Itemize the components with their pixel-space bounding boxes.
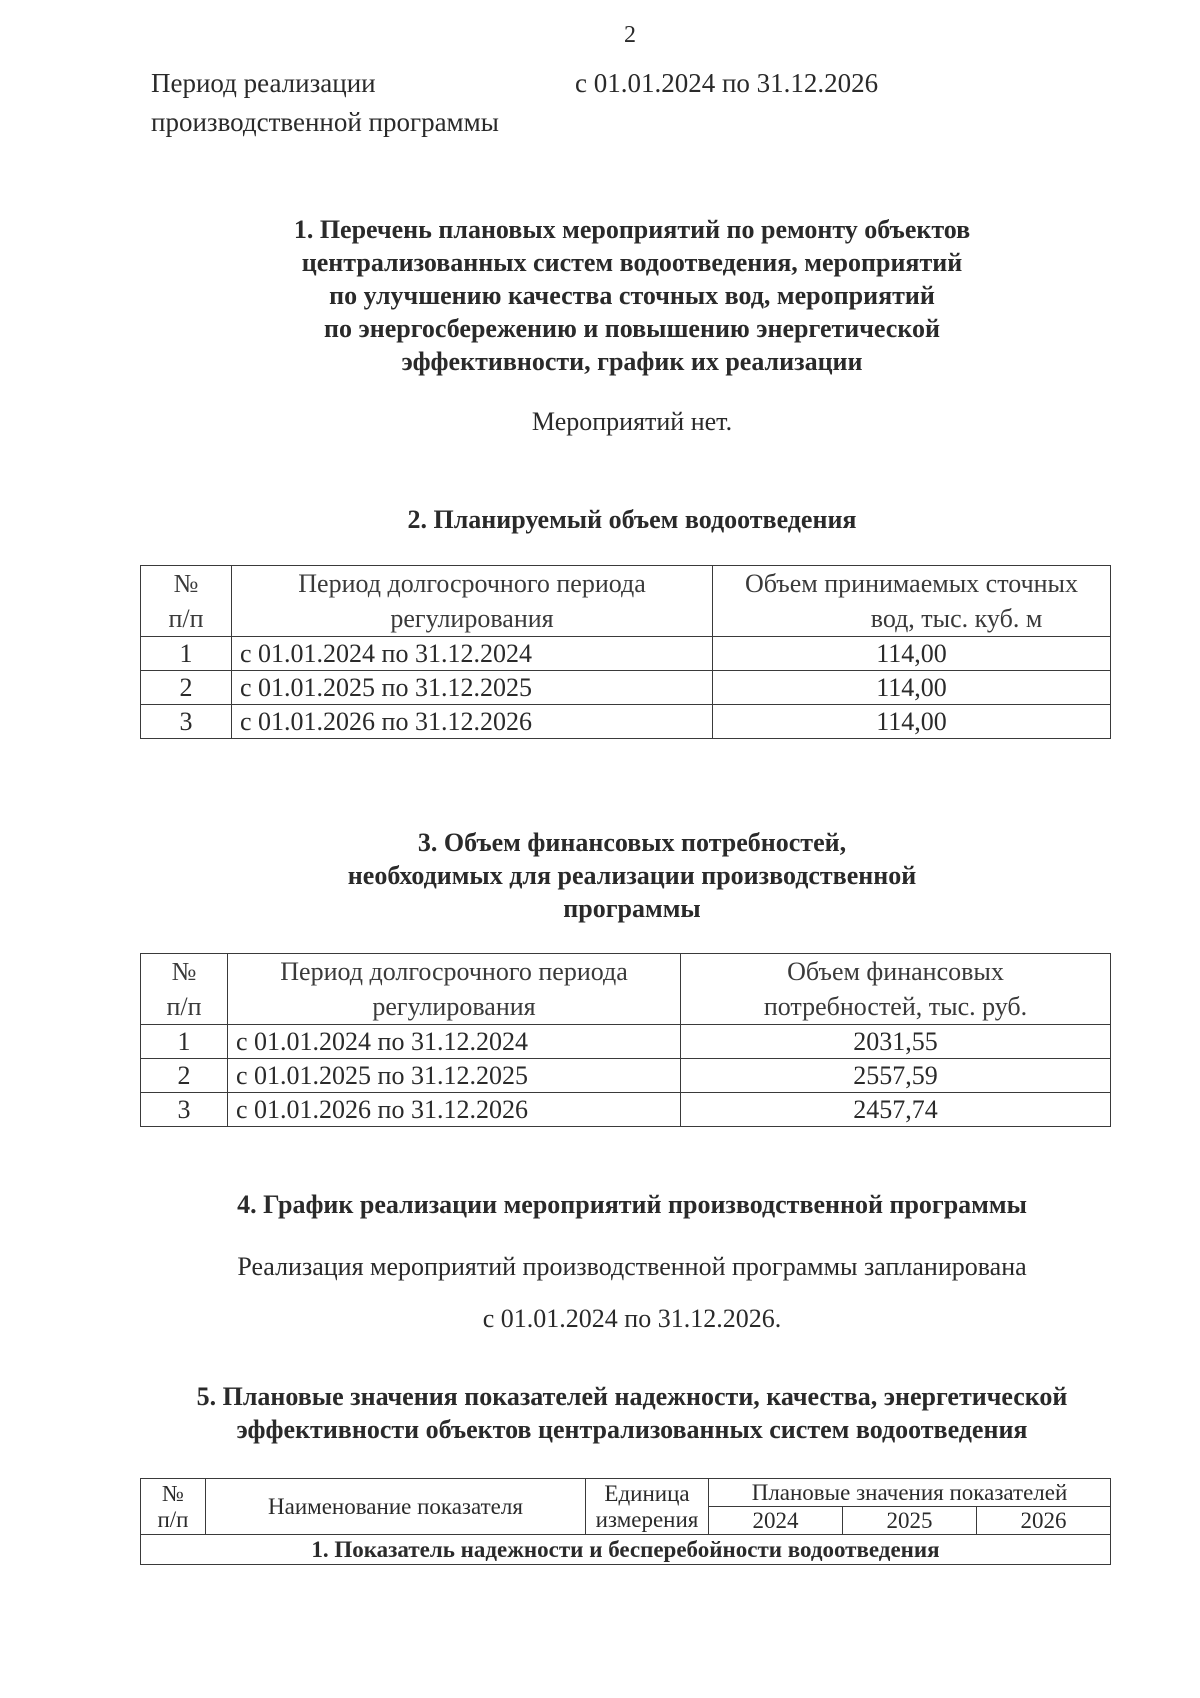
section3-title-line: 3. Объем финансовых потребностей,: [417, 828, 847, 857]
section3-title: [140, 826, 1124, 925]
row-period: с 01.01.2024 по 31.12.2024: [228, 1025, 681, 1059]
header-value: [713, 566, 1111, 637]
water-disposal-table: [140, 565, 1111, 739]
table-header-row: [141, 1479, 1111, 1507]
header-num-line1: №: [162, 1480, 184, 1506]
header-value: [681, 954, 1111, 1025]
header-num-line1: №: [171, 957, 197, 986]
row-num: 1: [141, 637, 232, 671]
header-value-line2: потребностей, тыс. руб.: [763, 992, 1028, 1021]
header-period-line2: регулирования: [390, 604, 554, 633]
section5-title: [140, 1380, 1124, 1446]
section1-title-line: эффективности, график их реализации: [401, 347, 863, 376]
section1-title-line: по энергосбережению и повышению энергетической: [324, 314, 940, 343]
table-row: [141, 637, 1111, 671]
table-header-row: [141, 954, 1111, 1025]
table-row: [141, 1093, 1111, 1127]
section-subheader: 1. Показатель надежности и бесперебойности водоотведения: [141, 1535, 1111, 1565]
section4-text-line2: с 01.01.2024 по 31.12.2026.: [482, 1304, 782, 1333]
section1-text: Мероприятий нет.: [531, 407, 733, 436]
section5-title-line2: эффективности объектов централизованных систем водоотведения: [236, 1415, 1028, 1444]
header-num: [141, 954, 228, 1025]
period-label-line2: производственной программы: [151, 107, 499, 137]
row-num: 2: [141, 671, 232, 705]
period-label-line1: Период реализации: [151, 68, 376, 98]
table-header-row: [141, 566, 1111, 637]
header-unit-line2: измерения: [595, 1506, 699, 1532]
row-period: с 01.01.2024 по 31.12.2024: [232, 637, 713, 671]
page-number: 2: [624, 22, 636, 48]
row-period: с 01.01.2026 по 31.12.2026: [228, 1093, 681, 1127]
row-period: с 01.01.2026 по 31.12.2026: [232, 705, 713, 739]
row-period: с 01.01.2025 по 31.12.2025: [232, 671, 713, 705]
header-num-line2: п/п: [166, 992, 202, 1021]
header-num-line2: п/п: [157, 1506, 189, 1532]
indicators-table: [140, 1478, 1111, 1565]
row-value: 2457,74: [681, 1093, 1111, 1127]
table-row: [141, 705, 1111, 739]
header-period-line1: Период долгосрочного периода: [298, 569, 646, 598]
period-value: с 01.01.2024 по 31.12.2026: [575, 68, 879, 98]
section5-title-line1: 5. Плановые значения показателей надежности, качества, энергетической: [196, 1382, 1068, 1411]
header-value-line1: Объем принимаемых сточных: [744, 569, 1079, 598]
header-year: 2026: [976, 1507, 1110, 1535]
period-label: [151, 64, 499, 142]
row-value: 2031,55: [681, 1025, 1111, 1059]
section4-title: 4. График реализации мероприятий производственной программы: [237, 1190, 1027, 1219]
header-period-line1: Период долгосрочного периода: [280, 957, 628, 986]
row-num: 3: [141, 705, 232, 739]
section1-title-line: по улучшению качества сточных вод, мероприятий: [329, 281, 935, 310]
financial-needs-table: [140, 953, 1111, 1127]
header-unit: [586, 1479, 709, 1535]
header-period: [232, 566, 713, 637]
header-period: [228, 954, 681, 1025]
header-num-line1: №: [173, 569, 199, 598]
section3-title-line: программы: [563, 894, 701, 923]
header-value-line2: вод, тыс. куб. м: [870, 604, 1043, 633]
header-year: 2024: [709, 1507, 843, 1535]
table-row: [141, 1025, 1111, 1059]
header-period-line2: регулирования: [372, 992, 536, 1021]
header-num-line2: п/п: [168, 604, 204, 633]
row-num: 1: [141, 1025, 228, 1059]
header-year: 2025: [842, 1507, 976, 1535]
row-num: 3: [141, 1093, 228, 1127]
header-value-line1: Объем финансовых: [787, 957, 1004, 986]
row-value: 2557,59: [681, 1059, 1111, 1093]
section1-title-line: 1. Перечень плановых мероприятий по ремонту объектов: [293, 215, 971, 244]
table-row: [141, 671, 1111, 705]
section4-text-line1: Реализация мероприятий производственной программы запланирована: [237, 1252, 1027, 1281]
row-value: 114,00: [713, 671, 1111, 705]
row-period: с 01.01.2025 по 31.12.2025: [228, 1059, 681, 1093]
section3-title-line: необходимых для реализации производственной: [347, 861, 917, 890]
header-num: [141, 1479, 206, 1535]
table-row: [141, 1059, 1111, 1093]
row-value: 114,00: [713, 705, 1111, 739]
section1-title-line: централизованных систем водоотведения, мероприятий: [301, 248, 963, 277]
header-indicator-name: Наименование показателя: [206, 1479, 586, 1535]
row-num: 2: [141, 1059, 228, 1093]
row-value: 114,00: [713, 637, 1111, 671]
section2-title: 2. Планируемый объем водоотведения: [407, 505, 857, 534]
header-unit-line1: Единица: [604, 1480, 690, 1506]
header-num: [141, 566, 232, 637]
section1-title: [140, 213, 1124, 378]
table-section-row: [141, 1535, 1111, 1565]
header-planned-values: Плановые значения показателей: [709, 1479, 1111, 1507]
